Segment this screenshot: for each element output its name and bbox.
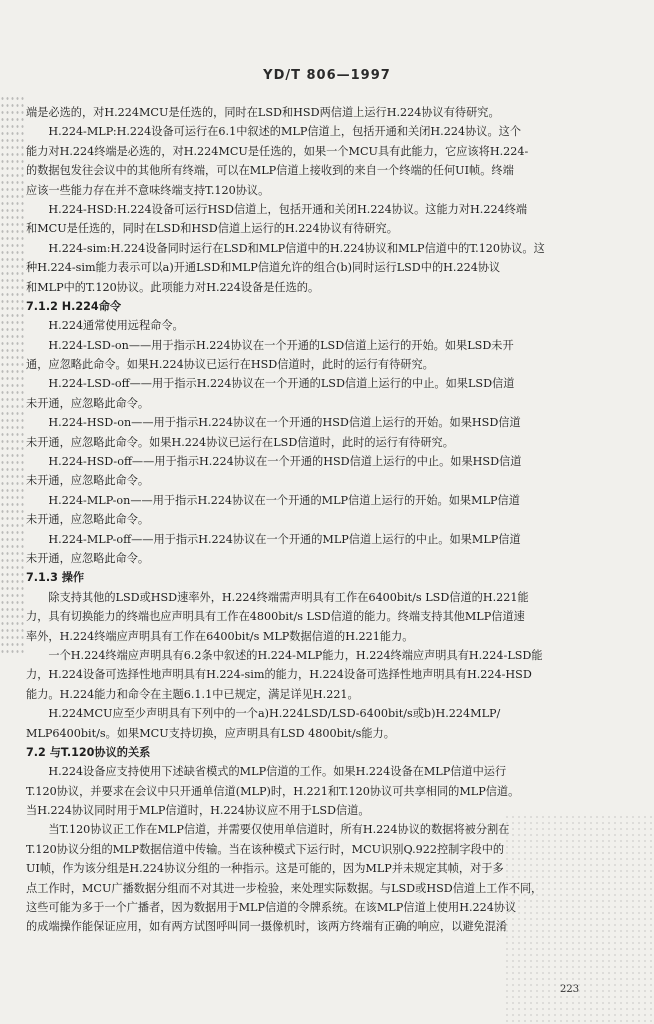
para-hsd-off-line: H.224-HSD-off——用于指示H.224协议在一个开通的HSD信道上运行的中止。如果HSD信道 <box>48 455 522 469</box>
para-operation-2-line: 能力。H.224能力和命令在主题6.1.1中已规定，满足详见H.221。 <box>26 687 359 701</box>
heading-7-2: 7.2 与T.120协议的关系 <box>26 745 151 759</box>
para-operation-3-line: H.224MCU应至少声明具有下列中的一个a)H.224LSD/LSD-6400bit/s或b)H.224MLP/ <box>48 707 501 721</box>
para-mlp-on-line: 未开通，应忽略此命令。 <box>26 513 150 527</box>
para-mlp-on-line: H.224-MLP-on——用于指示H.224协议在一个开通的MLP信道上运行的开始。如果MLP信道 <box>48 493 520 507</box>
para-mlp-line: 的数据包发往会议中的其他所有终端，可以在MLP信道上接收到的来自一个终端的任何UI帧。终端 <box>26 164 514 178</box>
para-lsd-on-line: 通，应忽略此命令。如果H.224协议已运行在HSD信道时，此时的运行有待研究。 <box>26 358 434 372</box>
para-mlp-line: 应该一些能力存在并不意味终端支持T.120协议。 <box>26 183 270 197</box>
para-mlp-line: 能力对H.224终端是必选的，对H.224MCU是任选的，如果一个MCU具有此能力，它应该将H.224- <box>26 144 529 158</box>
para-t120-2-line: UI帧，作为该分组是H.224协议分组的一种指示。这是可能的，因为MLP并未规定其帧，对于多 <box>26 862 504 876</box>
para-operation-3-line: MLP6400bit/s。如果MCU支持切换，应声明具有LSD 4800bit/s能力。 <box>26 726 395 740</box>
para-t120-2-line: 这些可能为多于一个广播者，因为数据用于MLP信道的令牌系统。在该MLP信道上使用H.224协议 <box>26 901 517 915</box>
para-hsd-line: 和MCU是任选的，同时在LSD和HSD信道上运行的H.224协议有待研究。 <box>26 222 398 236</box>
heading-7-1-2: 7.1.2 H.224命令 <box>26 299 122 313</box>
para-hsd-on-line: H.224-HSD-on——用于指示H.224协议在一个开通的HSD信道上运行的开始。如果HSD信道 <box>48 416 521 430</box>
para-t120-2-line: 的成端操作能保证应用，如有两方试图呼叫同一摄像机时，该两方终端有正确的响应，以避免混淆 <box>26 920 508 934</box>
para-t120-1-line: H.224设备应支持使用下述缺省模式的MLP信道的工作。如果H.224设备在MLP信道中运行 <box>48 765 507 779</box>
para-lsd-off-line: 未开通，应忽略此命令。 <box>26 396 150 410</box>
para-mlp-off-line: H.224-MLP-off——用于指示H.224协议在一个开通的MLP信道上运行的中止。如果MLP信道 <box>48 532 521 546</box>
para-hsd-line: H.224-HSD:H.224设备可运行HSD信道上，包括开通和关闭H.224协议。这能力对H.224终端 <box>48 202 528 216</box>
scan-noise-left <box>0 95 26 655</box>
page-header: YD/T 806—1997 <box>263 68 391 83</box>
para-operation-2-line: 力，H.224设备可选择性地声明具有H.224-sim的能力，H.224设备可选择性地声明具有H.224-HSD <box>26 668 532 682</box>
heading-7-1-3: 7.1.3 操作 <box>26 571 85 585</box>
para-commands-intro-line: H.224通常使用远程命令。 <box>48 319 184 333</box>
para-hsd-on-line: 未开通，应忽略此命令。如果H.224协议已运行在LSD信道时，此时的运行有待研究。 <box>26 435 454 449</box>
para-sim-line: 种H.224-sim能力表示可以a)开通LSD和MLP信道允许的组合(b)同时运行LSD中的H.224协议 <box>26 261 501 275</box>
para-sim-line: H.224-sim:H.224设备同时运行在LSD和MLP信道中的H.224协议和MLP信道中的T.120协议。这 <box>48 241 545 255</box>
para-t120-1-line: T.120协议，并要求在会议中只开通单信道(MLP)时，H.221和T.120协议可共享相同的MLP信道。 <box>26 784 520 798</box>
para-operation-2-line: 一个H.224终端应声明具有6.2条中叙述的H.224-MLP能力，H.224终端应声明具有H.224-LSD能 <box>48 648 543 662</box>
para-t120-2-line: 点工作时，MCU广播数据分组而不对其进一步检验，来处理实际数据。与LSD或HSD信道上工作不同， <box>26 881 543 895</box>
para-operation-1-line: 力，具有切换能力的终端也应声明具有工作在4800bit/s LSD信道的能力。终端支持其他MLP信道速 <box>26 610 525 624</box>
para-t120-2-line: 当T.120协议正工作在MLP信道，并需要仅使用单信道时，所有H.224协议的数据将被分割在 <box>48 823 510 837</box>
para-operation-1-line: 除支持其他的LSD或HSD速率外，H.224终端需声明具有工作在6400bit/s LSD信道的H.221能 <box>48 590 529 604</box>
para-mlp-line: H.224-MLP:H.224设备可运行在6.1中叙述的MLP信道上，包括开通和关闭H.224协议。这个 <box>48 125 522 139</box>
para-lsd-on-line: H.224-LSD-on——用于指示H.224协议在一个开通的LSD信道上运行的开始。如果LSD未开 <box>48 338 514 352</box>
page-number: 223 <box>560 984 580 995</box>
para-sim-line: 和MLP中的T.120协议。此项能力对H.224设备是任选的。 <box>26 280 320 294</box>
para-t120-2-line: T.120协议分组的MLP数据信道中传输。当在该种模式下运行时，MCU识别Q.922控制字段中的 <box>26 842 505 856</box>
para-intro-line: 端是必选的，对H.224MCU是任选的，同时在LSD和HSD两信道上运行H.224协议有待研究。 <box>26 106 500 119</box>
para-hsd-off-line: 未开通，应忽略此命令。 <box>26 474 150 488</box>
body-text <box>26 103 618 937</box>
para-mlp-off-line: 未开通，应忽略此命令。 <box>26 551 150 565</box>
para-t120-1-line: 当H.224协议同时用于MLP信道时，H.224协议应不用于LSD信道。 <box>26 804 370 818</box>
para-operation-1-line: 率外，H.224终端应声明具有工作在6400bit/s MLP数据信道的H.221能力。 <box>26 629 414 643</box>
para-lsd-off-line: H.224-LSD-off——用于指示H.224协议在一个开通的LSD信道上运行的中止。如果LSD信道 <box>48 377 515 391</box>
